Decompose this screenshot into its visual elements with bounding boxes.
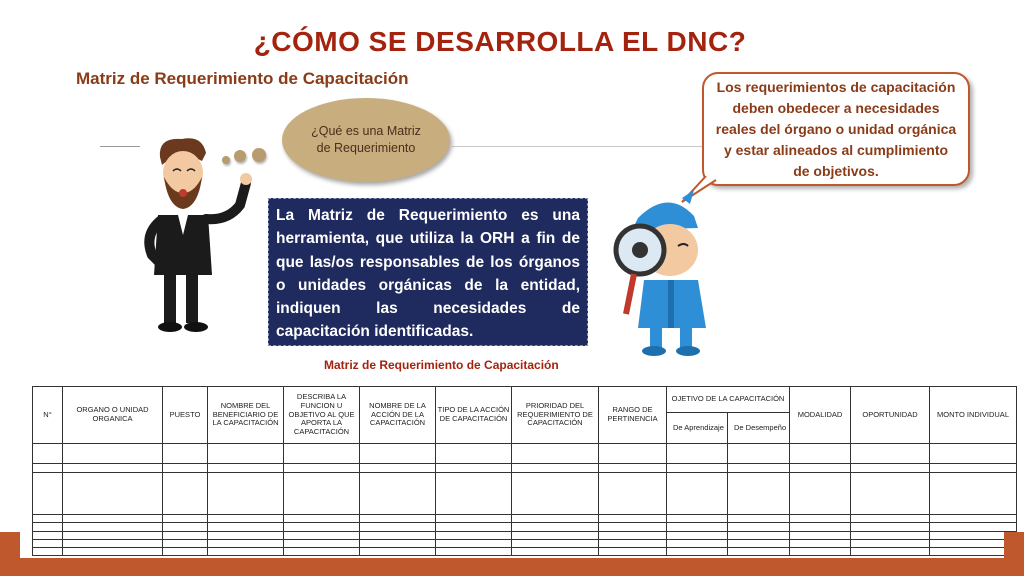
speech-bubble xyxy=(702,72,970,186)
column-header: OPORTUNIDAD xyxy=(851,387,930,444)
table-cell[interactable] xyxy=(599,515,667,523)
table-cell[interactable] xyxy=(163,472,208,515)
page-subtitle: Matriz de Requerimiento de Capacitación xyxy=(76,69,409,88)
table-cell[interactable] xyxy=(360,515,436,523)
table-cell[interactable] xyxy=(512,539,599,547)
table-cell[interactable] xyxy=(851,539,930,547)
column-header: PUESTO xyxy=(163,387,208,444)
column-header: PRIORIDAD DEL REQUERIMIENTO DE CAPACITACIÓN xyxy=(512,387,599,444)
table-cell[interactable] xyxy=(930,464,1017,472)
table-cell[interactable] xyxy=(208,547,284,555)
detective-illustration xyxy=(598,188,728,358)
table-cell[interactable] xyxy=(284,464,360,472)
table-cell[interactable] xyxy=(208,472,284,515)
table-cell[interactable] xyxy=(163,539,208,547)
column-header: NOMBRE DEL BENEFICIARIO DE LA CAPACITACIÓN xyxy=(208,387,284,444)
table-cell[interactable] xyxy=(667,515,728,523)
table-cell[interactable] xyxy=(436,539,512,547)
column-header: OJETIVO DE LA CAPACITACIÓN xyxy=(667,387,790,413)
decorative-bar xyxy=(1004,532,1024,558)
businessman-illustration xyxy=(140,135,260,335)
table-cell[interactable] xyxy=(930,472,1017,515)
column-header: MODALIDAD xyxy=(790,387,851,444)
table-cell[interactable] xyxy=(728,472,790,515)
table-cell[interactable] xyxy=(436,531,512,539)
table-cell[interactable] xyxy=(436,472,512,515)
table-cell[interactable] xyxy=(33,444,63,464)
table-row xyxy=(33,444,1017,464)
table-cell[interactable] xyxy=(436,523,512,531)
table-cell[interactable] xyxy=(851,444,930,464)
table-cell[interactable] xyxy=(790,515,851,523)
table-cell[interactable] xyxy=(163,464,208,472)
table-cell[interactable] xyxy=(360,523,436,531)
table-cell[interactable] xyxy=(360,464,436,472)
table-cell[interactable] xyxy=(728,531,790,539)
table-cell[interactable] xyxy=(284,515,360,523)
table-cell[interactable] xyxy=(33,531,63,539)
thought-bubble xyxy=(282,98,450,182)
table-cell[interactable] xyxy=(360,531,436,539)
table-cell[interactable] xyxy=(360,539,436,547)
table-cell[interactable] xyxy=(208,515,284,523)
table-cell[interactable] xyxy=(599,523,667,531)
table-cell[interactable] xyxy=(790,472,851,515)
table-cell[interactable] xyxy=(284,531,360,539)
column-header: DESCRIBA LA FUNCION U OBJETIVO AL QUE APORTA LA CAPACITACIÓN xyxy=(284,387,360,444)
table-cell[interactable] xyxy=(790,464,851,472)
table-cell[interactable] xyxy=(436,464,512,472)
table-cell[interactable] xyxy=(599,444,667,464)
table-cell[interactable] xyxy=(33,464,63,472)
table-cell[interactable] xyxy=(851,515,930,523)
table-cell[interactable] xyxy=(512,515,599,523)
definition-text: La Matriz de Requerimiento es una herramienta, que utiliza la ORH a fin de que las/os responsables de los órganos o unidades orgánicas de la entidad, indiquen las necesidades de capacitación identificadas. xyxy=(276,207,580,341)
table-cell[interactable] xyxy=(667,523,728,531)
table-cell[interactable] xyxy=(851,523,930,531)
table-cell[interactable] xyxy=(790,547,851,555)
footer-bar xyxy=(0,558,1024,576)
column-subheader: De Desempeño xyxy=(728,413,790,444)
table-cell[interactable] xyxy=(851,464,930,472)
table-cell[interactable] xyxy=(728,523,790,531)
table-cell[interactable] xyxy=(63,464,163,472)
table-cell[interactable] xyxy=(360,472,436,515)
decorative-bar xyxy=(0,532,20,558)
table-cell[interactable] xyxy=(728,547,790,555)
table-cell[interactable] xyxy=(63,515,163,523)
divider-line xyxy=(452,146,702,147)
table-cell[interactable] xyxy=(284,472,360,515)
column-subheader: De Aprendizaje xyxy=(667,413,728,444)
table-cell[interactable] xyxy=(667,444,728,464)
table-cell[interactable] xyxy=(790,444,851,464)
divider-line xyxy=(100,146,140,147)
table-cell[interactable] xyxy=(512,444,599,464)
table-cell[interactable] xyxy=(512,547,599,555)
table-cell[interactable] xyxy=(63,472,163,515)
table-cell[interactable] xyxy=(63,523,163,531)
table-cell[interactable] xyxy=(512,531,599,539)
table-cell[interactable] xyxy=(728,464,790,472)
column-header: RANGO DE PERTINENCIA xyxy=(599,387,667,444)
definition-box xyxy=(268,198,588,346)
table-cell[interactable] xyxy=(208,444,284,464)
column-header: TIPO DE LA ACCIÓN DE CAPACITACIÓN xyxy=(436,387,512,444)
table-cell[interactable] xyxy=(599,464,667,472)
table-cell[interactable] xyxy=(284,539,360,547)
table-cell[interactable] xyxy=(284,444,360,464)
table-cell[interactable] xyxy=(728,444,790,464)
table-cell[interactable] xyxy=(851,547,930,555)
table-cell[interactable] xyxy=(208,531,284,539)
table-body xyxy=(33,444,1017,556)
table-cell[interactable] xyxy=(728,539,790,547)
table-cell[interactable] xyxy=(436,444,512,464)
table-cell[interactable] xyxy=(163,515,208,523)
table-cell[interactable] xyxy=(63,539,163,547)
column-header: N° xyxy=(33,387,63,444)
table-cell[interactable] xyxy=(728,515,790,523)
table-cell[interactable] xyxy=(208,523,284,531)
thought-bubble-text: ¿Qué es una Matriz de Requerimiento xyxy=(311,124,421,155)
table-cell[interactable] xyxy=(667,531,728,539)
table-cell[interactable] xyxy=(599,539,667,547)
table-cell[interactable] xyxy=(284,523,360,531)
column-header: MONTO INDIVIDUAL xyxy=(930,387,1017,444)
table-cell[interactable] xyxy=(667,464,728,472)
table-cell[interactable] xyxy=(163,531,208,539)
table-row xyxy=(33,547,1017,555)
table-row xyxy=(33,464,1017,472)
table-cell[interactable] xyxy=(436,515,512,523)
table-cell[interactable] xyxy=(790,539,851,547)
table-cell[interactable] xyxy=(512,464,599,472)
table-cell[interactable] xyxy=(851,472,930,515)
table-cell[interactable] xyxy=(33,539,63,547)
table-cell[interactable] xyxy=(163,444,208,464)
table-cell[interactable] xyxy=(930,444,1017,464)
requirements-matrix-table xyxy=(32,386,1009,556)
table-cell[interactable] xyxy=(512,523,599,531)
table-cell[interactable] xyxy=(667,547,728,555)
table-cell[interactable] xyxy=(208,539,284,547)
speech-bubble-text: Los requerimientos de capacitación deben obedecer a necesidades reales del órgano o unidad orgánica y estar alineados al cumplimiento de objetivos. xyxy=(715,78,957,179)
table-cell[interactable] xyxy=(63,444,163,464)
table-cell[interactable] xyxy=(360,547,436,555)
table-cell[interactable] xyxy=(63,547,163,555)
table-cell[interactable] xyxy=(33,472,63,515)
table-cell[interactable] xyxy=(284,547,360,555)
table-cell[interactable] xyxy=(360,444,436,464)
table-cell[interactable] xyxy=(163,547,208,555)
table-cell[interactable] xyxy=(512,472,599,515)
table-cell[interactable] xyxy=(436,547,512,555)
table-cell[interactable] xyxy=(790,523,851,531)
table-cell[interactable] xyxy=(667,539,728,547)
table-cell[interactable] xyxy=(33,515,63,523)
column-header: NOMBRE DE LA ACCIÓN DE LA CAPACITACIÓN xyxy=(360,387,436,444)
table-row xyxy=(33,539,1017,547)
table-cell[interactable] xyxy=(33,547,63,555)
table-row xyxy=(33,523,1017,531)
table-row xyxy=(33,531,1017,539)
table-cell[interactable] xyxy=(790,531,851,539)
table-cell[interactable] xyxy=(851,531,930,539)
table-cell[interactable] xyxy=(208,464,284,472)
table-row xyxy=(33,515,1017,523)
table-cell[interactable] xyxy=(667,472,728,515)
page-title: ¿CÓMO SE DESARROLLA EL DNC? xyxy=(253,26,747,57)
table-cell[interactable] xyxy=(599,547,667,555)
table-cell[interactable] xyxy=(33,523,63,531)
table-cell[interactable] xyxy=(163,523,208,531)
table-caption: Matriz de Requerimiento de Capacitación xyxy=(324,358,559,372)
column-header: ORGANO O UNIDAD ORGANICA xyxy=(63,387,163,444)
table-cell[interactable] xyxy=(930,523,1017,531)
table-cell[interactable] xyxy=(599,531,667,539)
table-row xyxy=(33,472,1017,515)
table-cell[interactable] xyxy=(63,531,163,539)
table-cell[interactable] xyxy=(599,472,667,515)
table-cell[interactable] xyxy=(930,515,1017,523)
